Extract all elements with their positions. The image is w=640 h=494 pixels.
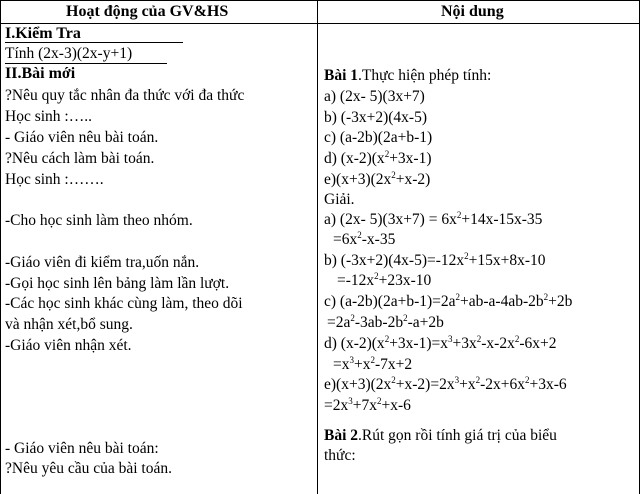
- solution-d-line1: d) $(x-2)(x^2+3x-1)=x^3+3x^2-x-2x^2-6x+2$: [324, 333, 557, 352]
- left-line: -Cho học sinh làm theo nhóm.: [5, 212, 193, 229]
- section-bai-moi-title: II.Bài mới: [5, 65, 76, 82]
- solution-e-line1: $e)(x+3)(2x^2+x-2)=2x^3+x^2-2x+6x^2+3x-6$: [324, 374, 567, 393]
- bai2-text: .Rút gọn rồi tính giá trị của biểu: [358, 427, 557, 444]
- solution-c-line2: $=2a^2-3ab-2b^2-a+2b$: [327, 312, 444, 331]
- left-line: Học sinh :…..: [5, 108, 92, 125]
- left-line: -Các học sinh khác cùng làm, theo dõi: [5, 295, 243, 312]
- problem-c: c) (a-2b)(2a+b-1): [324, 129, 433, 146]
- header-left-cell: Hoạt động của GV&HS: [66, 3, 229, 20]
- giai-label: Giải.: [324, 191, 355, 208]
- problem-b: b) (-3x+2)(4x-5): [324, 109, 427, 126]
- solution-d-line2: $=x^3+x^2-7x+2$: [333, 354, 413, 373]
- problem-a: a) (2x- 5)(3x+7): [324, 88, 425, 105]
- problem-e: $e)(x+3)(2x^2+x-2)$: [324, 169, 431, 188]
- left-line: - Giáo viên nêu bài toán:: [5, 440, 159, 457]
- solution-a-line2: $=6x^2-x-35$: [333, 229, 396, 248]
- table-left-border: [0, 0, 1, 494]
- section-kiem-tra-task: Tính (2x-3)(2x-y+1): [5, 45, 133, 62]
- header-right-cell: Nội dung: [441, 3, 504, 20]
- problem-d: d) $(x-2)(x^2+3x-1)$: [324, 148, 432, 167]
- bai1-text: .Thực hiện phép tính:: [358, 67, 492, 84]
- bai1-label: Bài 1: [324, 67, 359, 84]
- bai2-label: Bài 2: [324, 427, 359, 444]
- left-line: và nhận xét,bổ sung.: [5, 316, 133, 333]
- solution-e-line2: $=2x^3+7x^2+x-6$: [324, 395, 411, 414]
- solution-b-line1: b) $(-3x+2)(4x-5)=-12x^2+15x+8x-10$: [324, 250, 546, 269]
- solution-c-line1: c) $(a-2b)(2a+b-1)=2a^2+ab-a-4ab-2b^2+2b$: [324, 291, 573, 310]
- section-kiem-tra-title: I.Kiểm Tra: [5, 25, 81, 42]
- left-line: -Giáo viên nhận xét.: [5, 337, 132, 354]
- solution-a-line1: a) (2x- $5)(3x+7) = 6x^2+14x-15x-35$: [324, 209, 543, 228]
- left-line: -Giáo viên đi kiểm tra,uốn nắn.: [5, 254, 200, 271]
- left-line: ?Nêu cách làm bài toán.: [5, 150, 155, 167]
- left-line: Học sinh :…….: [5, 171, 104, 188]
- table-top-border: [0, 0, 640, 1]
- problem-d-text: d) (x-2)(x: [324, 150, 385, 167]
- solution-b-line2: $=-12x^2+23x-10$: [337, 270, 432, 289]
- section-kiem-tra-underline: [5, 42, 183, 43]
- problem-e-text: e)(x+3)(2x: [324, 171, 392, 188]
- bai2-text-continued: thức:: [324, 447, 356, 464]
- bai2-heading: [324, 426, 557, 446]
- left-line: ?Nêu quy tắc nhân đa thức với đa thức: [5, 87, 245, 104]
- bai1-heading: [324, 66, 491, 86]
- header-bottom-border: [0, 23, 640, 24]
- left-line: -Gọi học sinh lên bảng làm lần lượt.: [5, 275, 230, 292]
- left-line: - Giáo viên nêu bài toán.: [5, 129, 159, 146]
- column-divider: [317, 0, 318, 494]
- left-line: ?Nêu yêu cầu của bài toán.: [5, 460, 172, 477]
